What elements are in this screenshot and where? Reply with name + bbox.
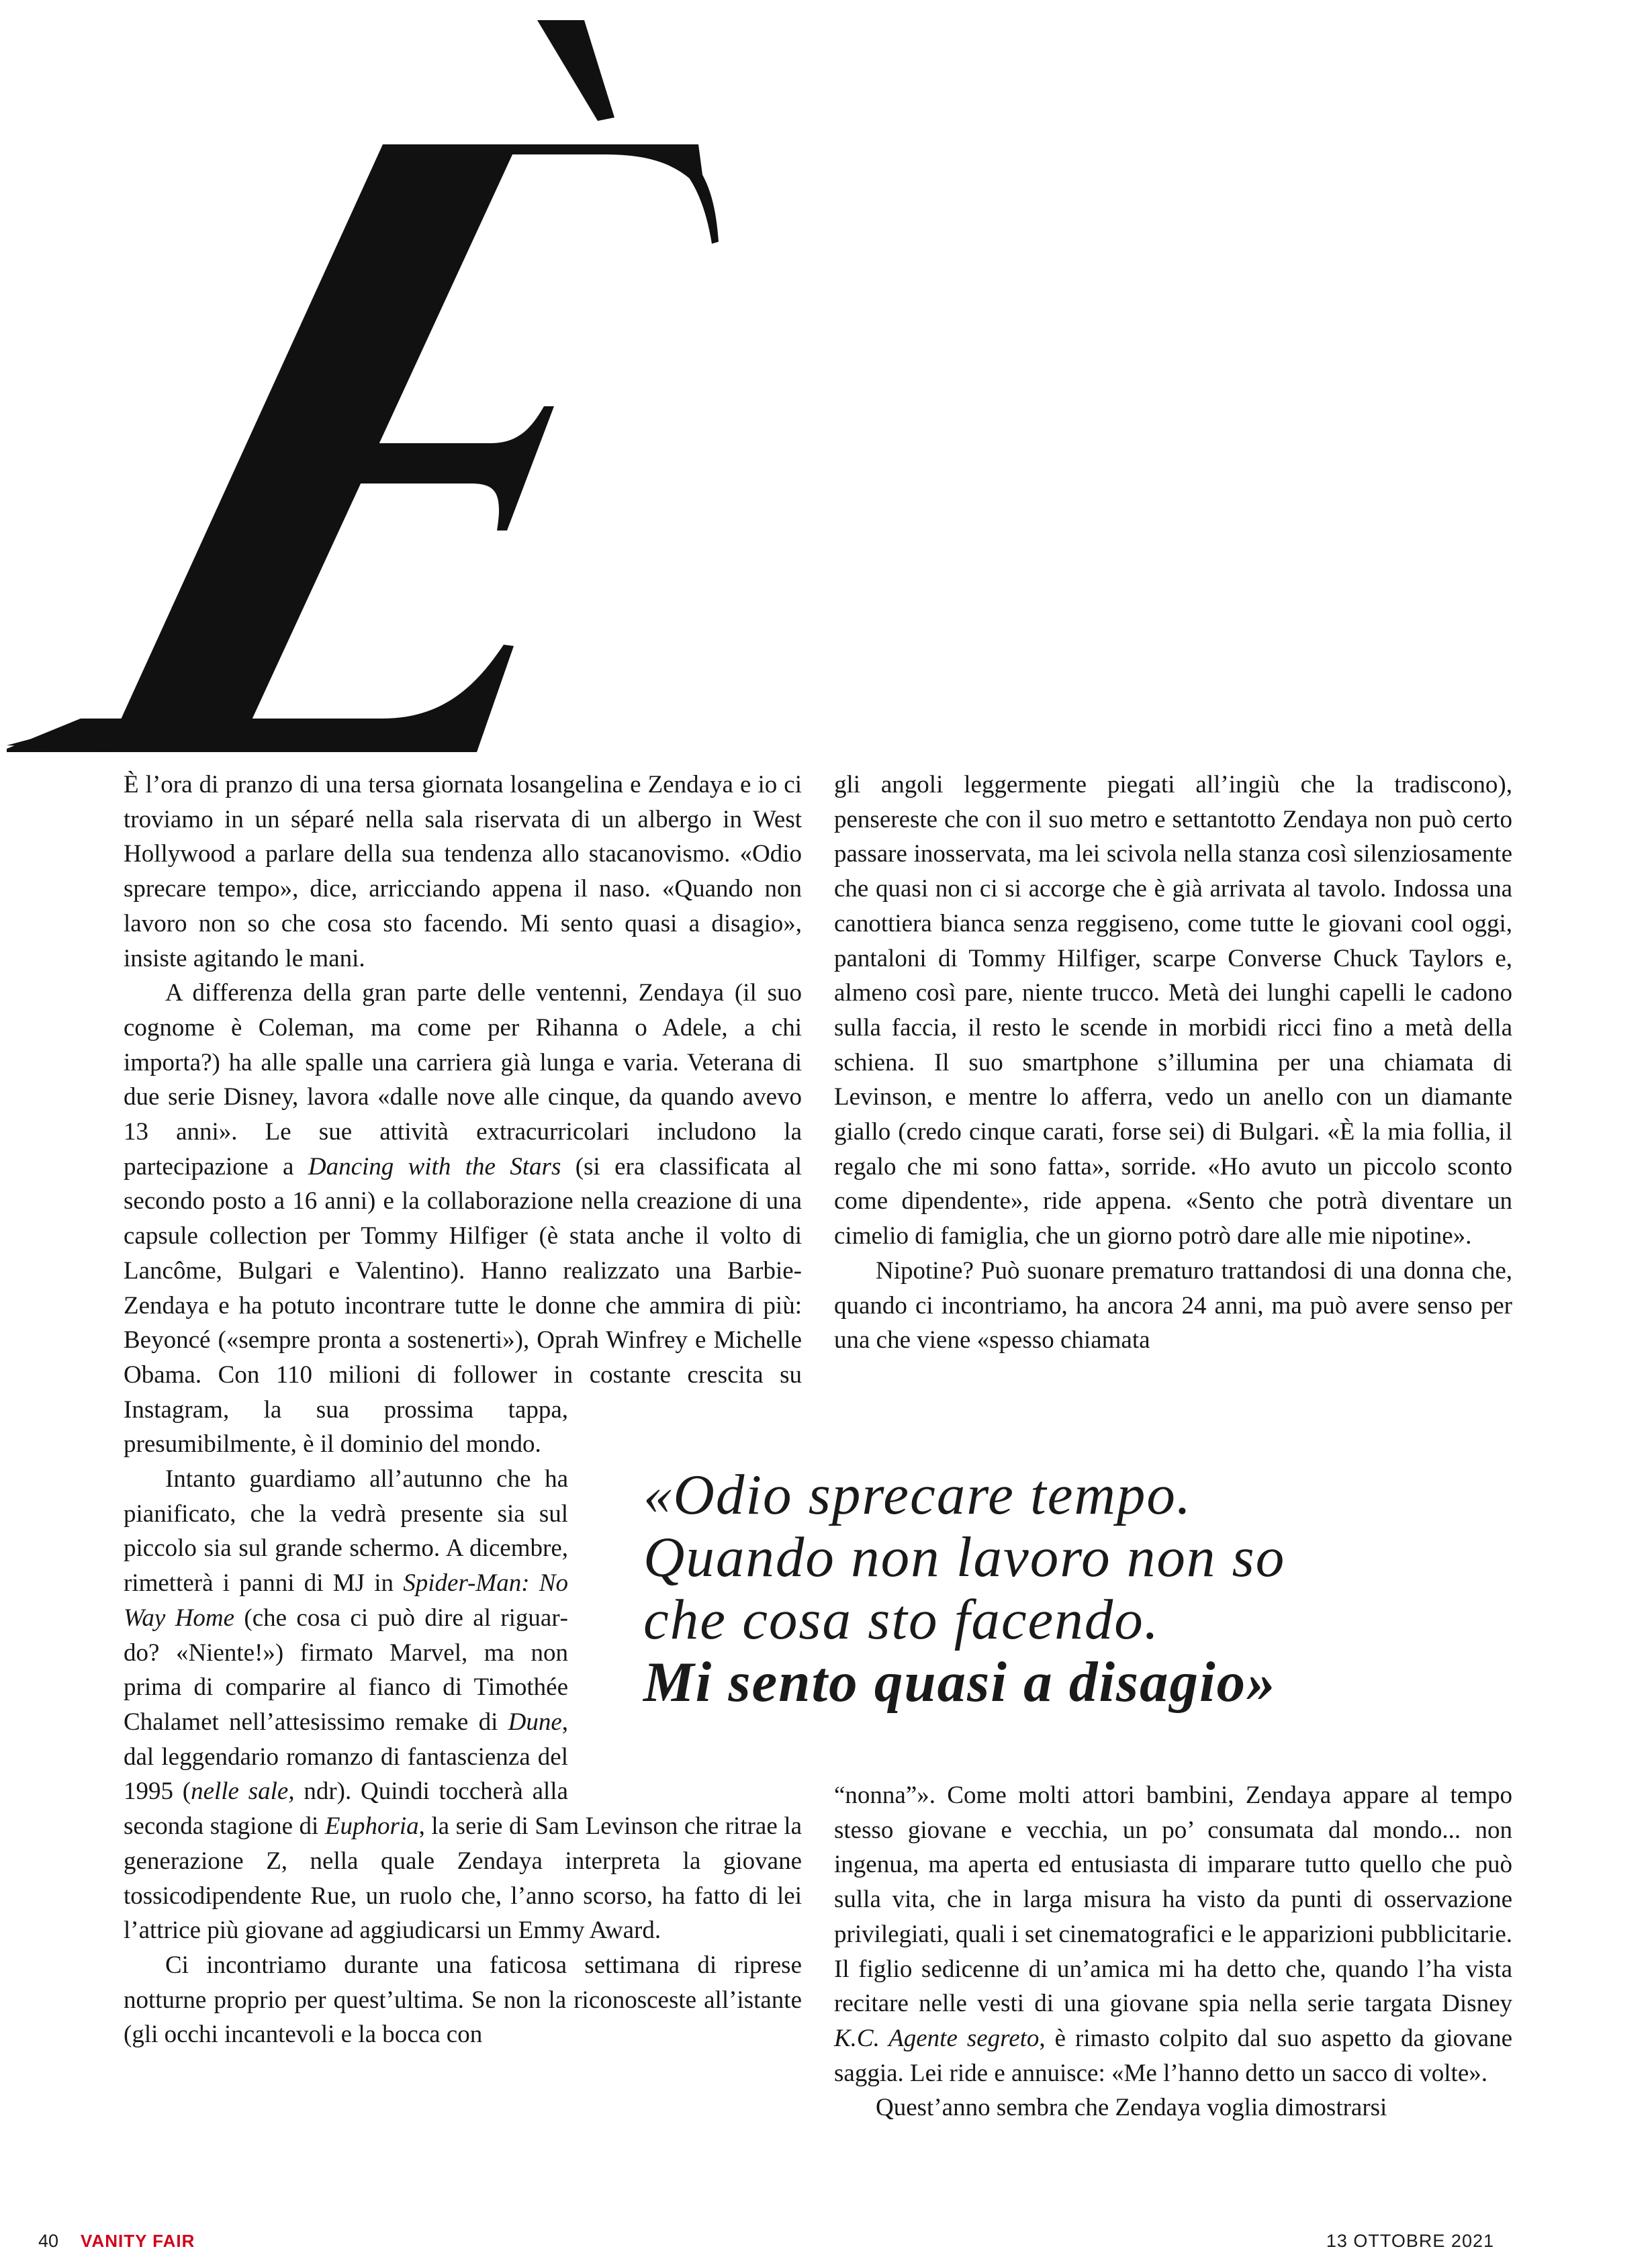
magazine-name: VANITY FAIR [81,2231,195,2251]
paragraph-8: Quest’anno sembra che Zendaya voglia dimostrarsi [876,2094,1387,2122]
article-column-right-top [834,768,1512,1358]
pull-quote-line-2: Quando non lavoro non so [643,1526,1286,1589]
paragraph-1: È l’ora di pranzo di una tersa giornata losangelina e Zendaya e io ci troviamo in un séparé nella sala riservata di un albergo in West Hollywood a parlare della sua tendenza allo stacanovismo. «Odio sprecare tempo», dice, arricciando appena il naso. «Quando non lavoro non so che cosa sto facendo. Mi sento quasi a disagio», insiste agitando le mani. [124,771,802,972]
pull-quote [643,1464,1489,1714]
paragraph-6: Nipotine? Può suonare prematuro trattandosi di una donna che, quando ci incontriamo, ha ancora 24 anni, ma può avere senso per una che viene «spesso chiamata [834,1256,1512,1354]
drop-cap [7,20,745,752]
paragraph-3: Intanto guardiamo all’autunno che ha pianificato, che la vedrà presente sia sul piccolo sia sul grande schermo. A dicembre, rimetterà i panni di MJ in Spider-Man: No Way Home (che cosa ci può dire al riguardo? «Niente!») firmato Marvel, ma non prima di comparire al fianco di Timothée Chalamet nell’attesissimo remake di Dune, dal leggendario romanzo di fantascienza del 1995 (nelle sale, ndr). Quindi toccherà alla seconda stagione di Euphoria, la serie di Sam Levinson che ritrae la generazione Z, nella quale Zendaya interpreta la giovane tossicodipendente Rue, un ruolo che, l’anno scorso, ha fatto di lei l’attrice più giovane ad aggiudicarsi un Emmy Award. [124,1465,802,1945]
drop-cap-letter-e-grave [7,20,745,752]
paragraph-7: “nonna”». Come molti attori bambini, Zendaya appare al tempo stesso giovane e vecchia, un po’ consumata dal mondo... non ingenua, ma aperta ed entusiasta di imparare tutto quello che può sulla vita, che in larga misura ha visto da punti di osservazione privilegiati, quali i set cinematografici e le apparizioni pubblicitarie. Il figlio sedicenne di un’amica mi ha detto che, quando l’ha vista recitare nelle vesti di una giovane spia nella serie targata Disney K.C. Agente segreto, è rimasto colpito dal suo aspetto da giovane saggia. Lei ride e annuisce: «Me l’hanno detto un sacco di volte». [834,1782,1512,2087]
issue-date: 13 OTTOBRE 2021 [1326,2231,1494,2251]
article-column-right-bottom [834,1778,1512,2125]
pull-quote-line-4: Mi sento quasi a disagio» [643,1651,1277,1714]
paragraph-4: Ci incontriamo durante una faticosa settimana di riprese notturne proprio per quest’ultima. Se non la riconosceste all’istante (gli occhi incantevoli e la bocca con [124,1951,802,2049]
page-number: 40 [38,2231,59,2251]
article-column-left [124,768,802,2052]
paragraph-5: gli angoli leggermente piegati all’ingiù che la tradiscono), pensereste che con il suo metro e settantotto Zendaya non può certo passare inosservata, ma lei scivola nella stanza così silenziosamente che quasi non ci si accorge che è già arrivata al tavolo. Indossa una canottiera bianca senza reggiseno, come tutte le giovani cool oggi, pantaloni di Tommy Hilfiger, scarpe Converse Chuck Taylors e, almeno così pare, niente trucco. Metà dei lunghi capelli le cadono sulla faccia, il resto le scende in morbidi ricci fino a metà della schiena. Il suo smartphone s’illumina per una chiamata di Levinson, e mentre lo afferra, vedo un anello con un diamante giallo (credo cinque carati, forse sei) di Bulgari. «È la mia follia, il regalo che mi sono fatta», sorride. «Ho avuto un piccolo sconto come dipendente», ride appena. «Sento che potrà diventare un cimelio di famiglia, che un giorno potrò dare alle mie nipotine». [834,771,1512,1250]
paragraph-2: A differenza della gran parte delle ventenni, Zendaya (il suo cognome è Coleman, ma come per Rihanna o Adele, a chi importa?) ha alle spalle una carriera già lunga e varia. Veterana di due serie Disney, lavora «dalle nove alle cinque, da quando avevo 13 anni». Le sue attività extracurricolari includono la partecipazione a Dancing with the Stars (si era classificata al secondo posto a 16 anni) e la collaborazione nella creazione di una capsule collection per Tommy Hilfiger (è stata anche il volto di Lancôme, Bulgari e Valentino). Hanno realizzato una Barbie-Zendaya e ha potuto incontrare tutte le donne che ammira di più: Beyoncé («sempre pronta a sostenerti»), Oprah Winfrey e Michelle Obama. Con 110 milioni di follower in costante crescita su Instagram, la sua prossima tappa, presumibilmente, è il dominio del mondo. [124,979,802,1459]
pull-quote-line-3: che cosa sto facendo. [643,1588,1160,1651]
pull-quote-line-1: «Odio sprecare tempo. [643,1463,1193,1526]
